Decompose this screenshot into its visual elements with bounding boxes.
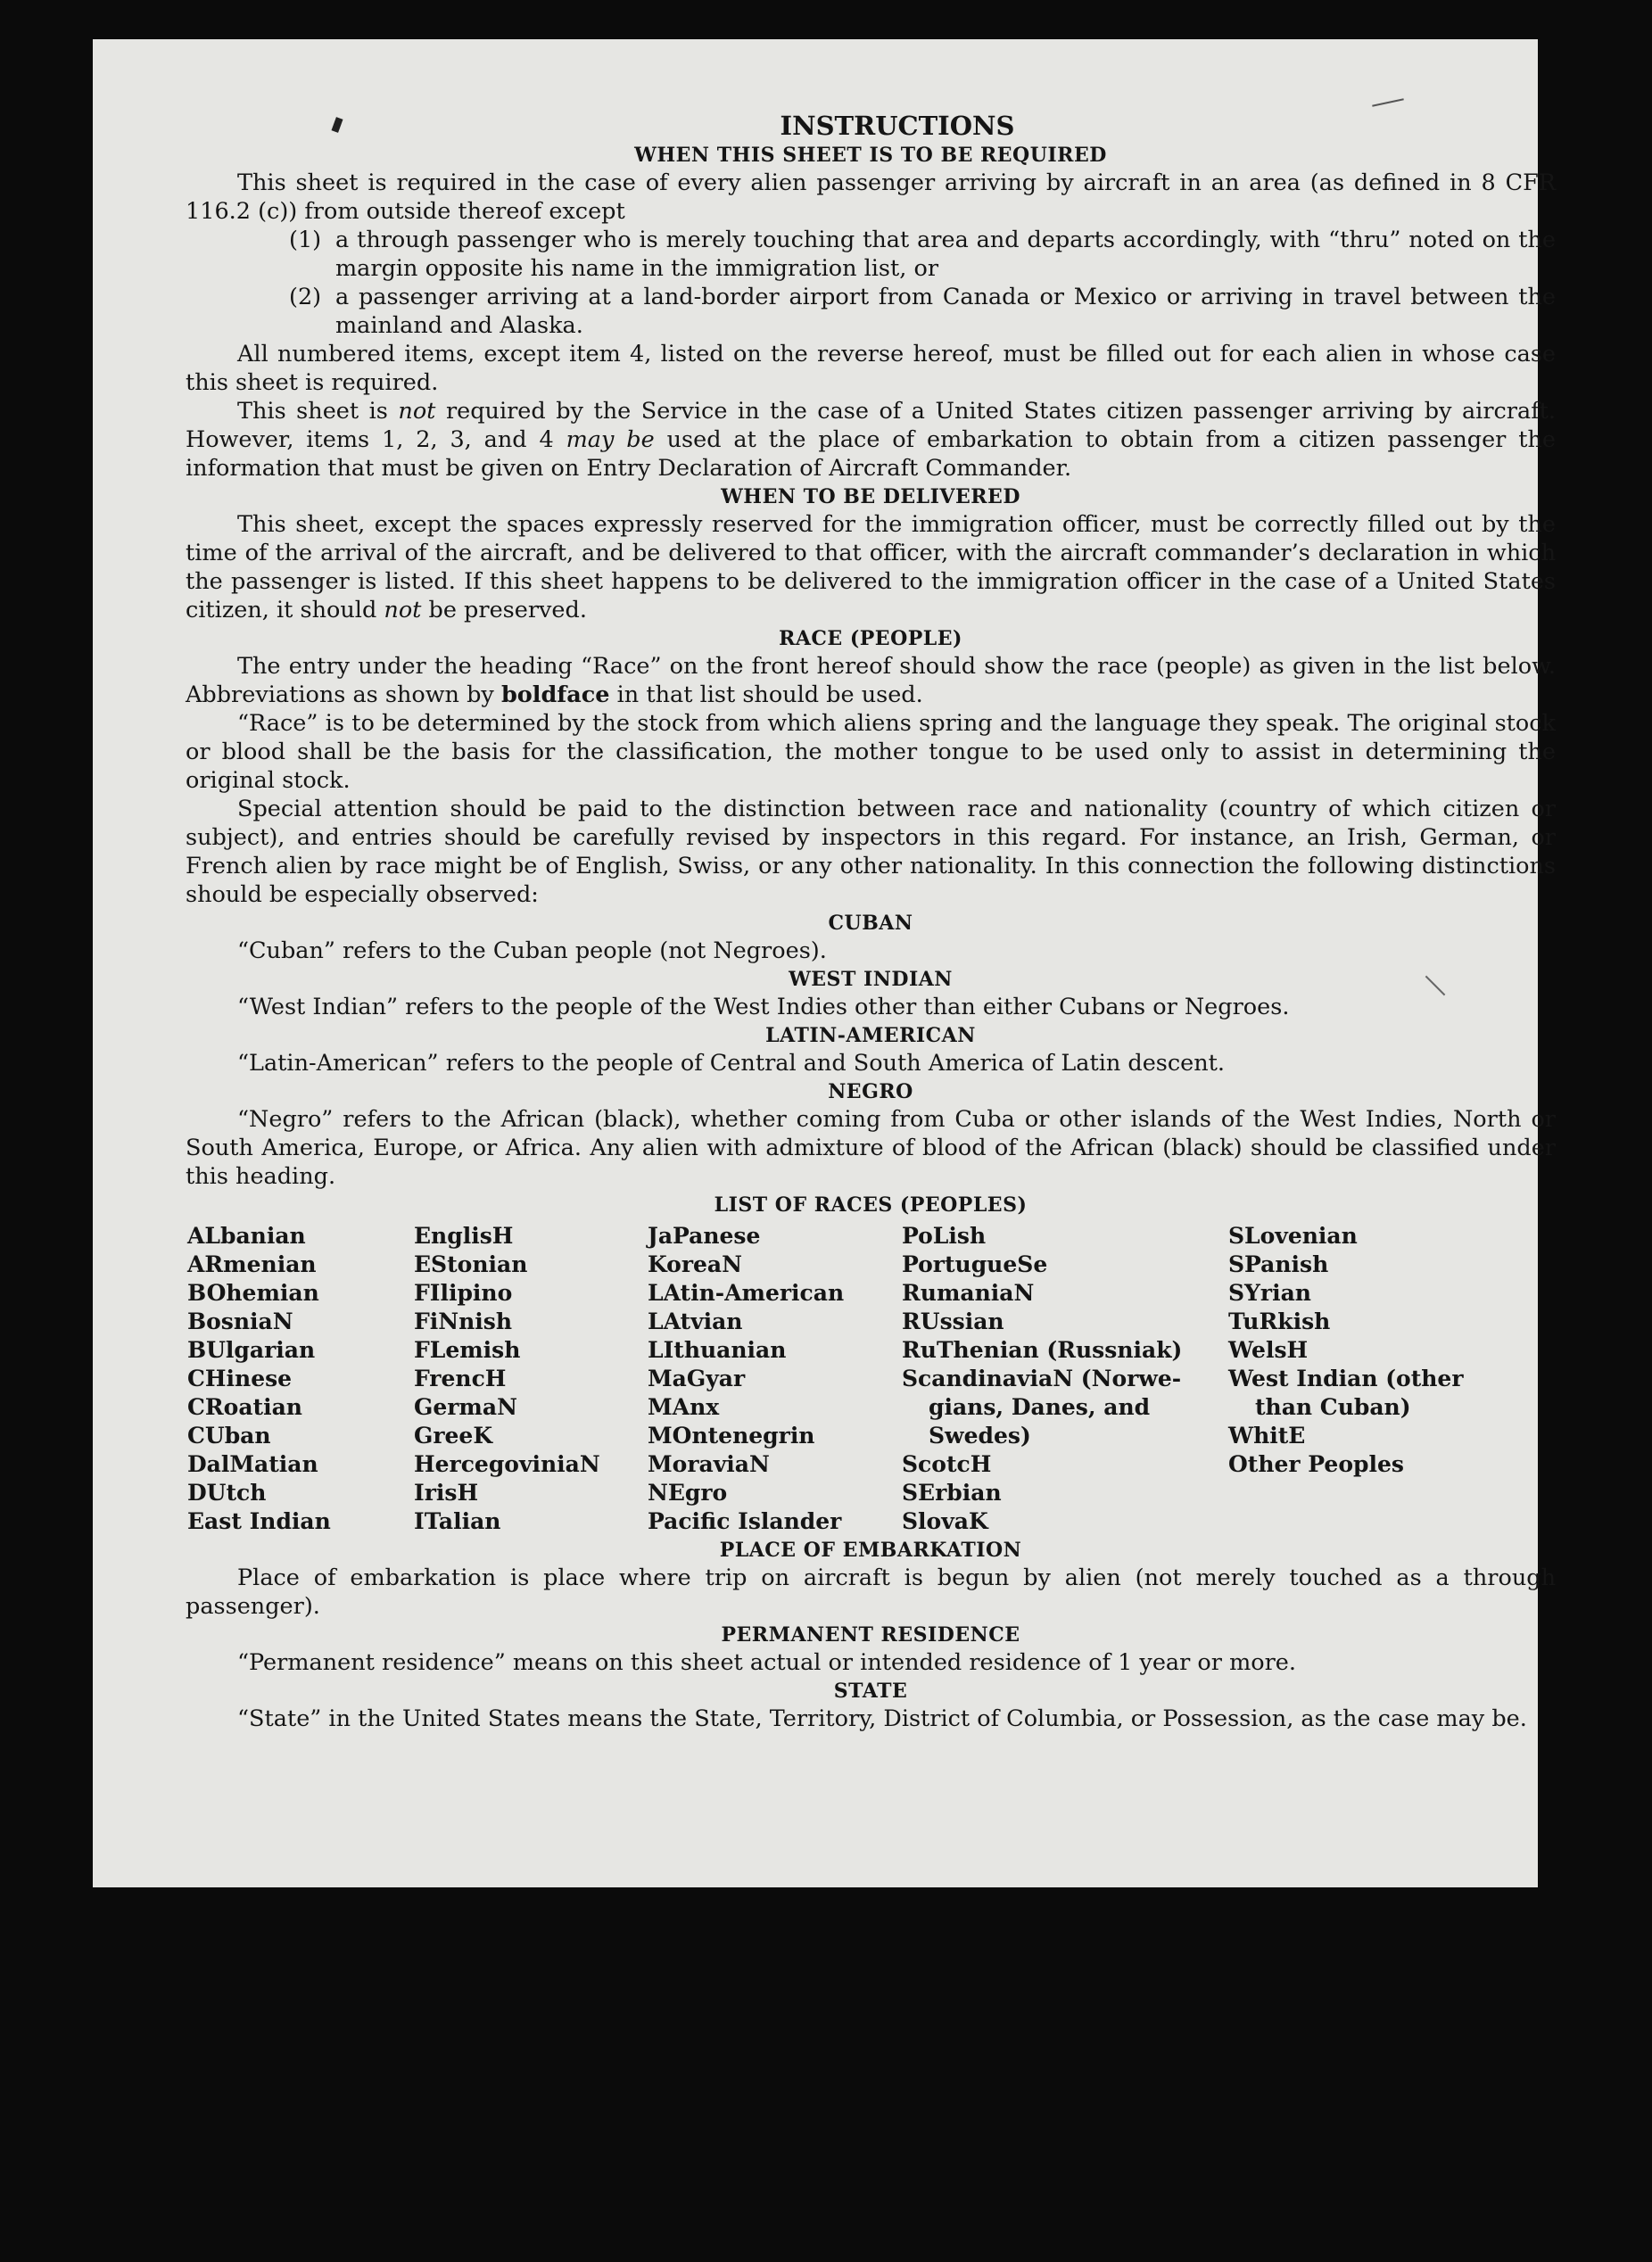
race-item: KoreaN: [648, 1251, 742, 1277]
section-heading-race: RACE (PEOPLE): [779, 627, 962, 650]
race-item: West Indian (other: [1228, 1366, 1464, 1391]
section-heading-delivered: WHEN TO BE DELIVERED: [721, 485, 1020, 508]
paragraph: “Permanent residence” means on this sheet actual or intended residence of 1 year or more.: [237, 1649, 1296, 1676]
paragraph: “Cuban” refers to the Cuban people (not Negroes).: [237, 937, 827, 964]
race-item: FrencH: [414, 1366, 507, 1391]
race-item: Pacific Islander: [648, 1508, 842, 1534]
race-column: [648, 1222, 844, 1536]
race-item: ScotcH: [902, 1451, 992, 1477]
paragraph: “State” in the United States means the State, Territory, District of Columbia, or Possession, as the case may be.: [237, 1705, 1527, 1732]
section-heading-cuban: CUBAN: [828, 912, 913, 935]
race-item: WelsH: [1228, 1337, 1309, 1363]
race-column: [1228, 1222, 1464, 1479]
race-item: IrisH: [414, 1480, 479, 1506]
paragraph: “Race” is to be determined by the stock from which aliens spring and the language they speak. The original stock or blood shall be the basis for the classification, the mother tongue to be used only to assist in determining the original stock.: [186, 710, 1556, 794]
section-heading-negro: NEGRO: [828, 1080, 913, 1103]
race-item: WhitE: [1228, 1423, 1306, 1449]
section-heading-residence: PERMANENT RESIDENCE: [721, 1623, 1020, 1647]
race-item: than Cuban): [1255, 1394, 1411, 1420]
race-item: PoLish: [902, 1223, 987, 1249]
race-item: Swedes): [929, 1423, 1031, 1449]
race-item: SYrian: [1228, 1280, 1311, 1306]
race-item: RUssian: [902, 1308, 1004, 1334]
section-heading-state: STATE: [833, 1680, 908, 1703]
race-item: TuRkish: [1228, 1308, 1331, 1334]
paragraph: “Latin-American” refers to the people of Central and South America of Latin descent.: [237, 1050, 1226, 1077]
race-item: ITalian: [414, 1508, 501, 1534]
race-item: PortugueSe: [902, 1251, 1048, 1277]
race-item: ARmenian: [187, 1251, 317, 1277]
race-item: Other Peoples: [1228, 1451, 1404, 1477]
race-item: FiNnish: [414, 1308, 513, 1334]
instructions-text: [186, 111, 1556, 1733]
race-item: FIlipino: [414, 1280, 513, 1306]
race-item: RuThenian (Russniak): [902, 1337, 1183, 1363]
race-item: EStonian: [414, 1251, 528, 1277]
section-heading-races-list: LIST OF RACES (PEOPLES): [714, 1193, 1028, 1217]
race-item: LAtvian: [648, 1308, 743, 1334]
item-number: (2): [289, 284, 322, 310]
item-number: (1): [289, 227, 322, 253]
race-item: MAnx: [648, 1394, 720, 1420]
race-item: ScandinaviaN (Norwe-: [902, 1366, 1182, 1391]
race-list: [186, 1222, 1556, 1536]
exception-item: [289, 283, 1556, 340]
document-page: [93, 39, 1557, 1887]
race-item: gians, Danes, and: [929, 1394, 1151, 1420]
race-item: GermaN: [414, 1394, 517, 1420]
paragraph: Place of embarkation is place where trip on aircraft is begun by alien (not merely touched as a through passenger).: [186, 1564, 1556, 1620]
paragraph: Special attention should be paid to the distinction between race and nationality (country of which citizen or subject), and entries should be carefully revised by inspectors in this regard. For instance, an Irish, German, or French alien by race might be of English, Swiss, or any other nationality. In this connection the following distinctions should be especially observed:: [186, 796, 1556, 908]
paragraph: The entry under the heading “Race” on the front hereof should show the race (people) as given in the list below. Abbreviations as shown by boldface in that list should be used.: [186, 653, 1556, 708]
item-text: a through passenger who is merely touching that area and departs accordingly, with “thru” noted on the margin opposite his name in the immigration list, or: [335, 227, 1556, 282]
page-title: INSTRUCTIONS: [780, 111, 1015, 141]
race-item: HercegoviniaN: [414, 1451, 600, 1477]
race-item: CRoatian: [187, 1394, 302, 1420]
race-item: CHinese: [187, 1366, 293, 1391]
race-item: CUban: [187, 1423, 271, 1449]
race-item: FLemish: [414, 1337, 521, 1363]
race-item: GreeK: [414, 1423, 493, 1449]
race-item: BOhemian: [187, 1280, 319, 1306]
paragraph: This sheet, except the spaces expressly reserved for the immigration officer, must be correctly filled out by the time of the arrival of the aircraft, and be delivered to that officer, with the aircraft commander’s declaration in which the passenger is listed. If this sheet happens to be delivered to the immigration officer in the case of a United States citizen, it should not be preserved.: [186, 511, 1556, 623]
race-item: RumaniaN: [902, 1280, 1035, 1306]
race-item: East Indian: [187, 1508, 331, 1534]
race-item: EnglisH: [414, 1223, 514, 1249]
race-item: SLovenian: [1228, 1223, 1358, 1249]
race-item: ALbanian: [187, 1223, 306, 1249]
section-heading-latin-american: LATIN-AMERICAN: [765, 1024, 976, 1047]
race-item: MaGyar: [648, 1366, 746, 1391]
race-item: BUlgarian: [187, 1337, 316, 1363]
race-column: [187, 1222, 331, 1536]
race-column: [902, 1222, 1182, 1536]
section-heading-embarkation: PLACE OF EMBARKATION: [719, 1539, 1022, 1562]
race-item: LAtin-American: [648, 1280, 845, 1306]
race-item: DUtch: [187, 1480, 267, 1506]
paragraph: This sheet is not required by the Service in the case of a United States citizen passenger arriving by aircraft. However, items 1, 2, 3, and 4 may be used at the place of embarkation to obtain from a citizen passenger the information that must be given on Entry Declaration of Aircraft Commander.: [186, 398, 1557, 482]
race-item: MoraviaN: [648, 1451, 770, 1477]
race-item: SErbian: [902, 1480, 1002, 1506]
race-item: BosniaN: [187, 1308, 293, 1334]
race-item: SPanish: [1228, 1251, 1329, 1277]
race-column: [414, 1222, 600, 1536]
exception-item: [289, 226, 1556, 283]
race-item: JaPanese: [648, 1223, 761, 1249]
race-item: DalMatian: [187, 1451, 318, 1477]
race-item: NEgro: [648, 1480, 728, 1506]
section-heading-west-indian: WEST INDIAN: [789, 968, 953, 991]
paragraph: “Negro” refers to the African (black), whether coming from Cuba or other islands of the West Indies, North or South America, Europe, or Africa. Any alien with admixture of blood of the African (black) should be classified under this heading.: [186, 1106, 1556, 1190]
paragraph: “West Indian” refers to the people of the West Indies other than either Cubans or Negroes.: [237, 994, 1290, 1020]
ink-mark: [1372, 98, 1404, 106]
paragraph: All numbered items, except item 4, listed on the reverse hereof, must be filled out for each alien in whose case this sheet is required.: [186, 341, 1556, 396]
race-item: SlovaK: [902, 1508, 988, 1534]
item-text: a passenger arriving at a land-border airport from Canada or Mexico or arriving in travel between the mainland and Alaska.: [335, 284, 1556, 339]
paragraph: This sheet is required in the case of every alien passenger arriving by aircraft in an area (as defined in 8 CFR 116.2 (c)) from outside thereof except: [186, 169, 1556, 225]
race-item: MOntenegrin: [648, 1423, 815, 1449]
section-heading-required: WHEN THIS SHEET IS TO BE REQUIRED: [634, 144, 1107, 167]
race-item: LIthuanian: [648, 1337, 787, 1363]
